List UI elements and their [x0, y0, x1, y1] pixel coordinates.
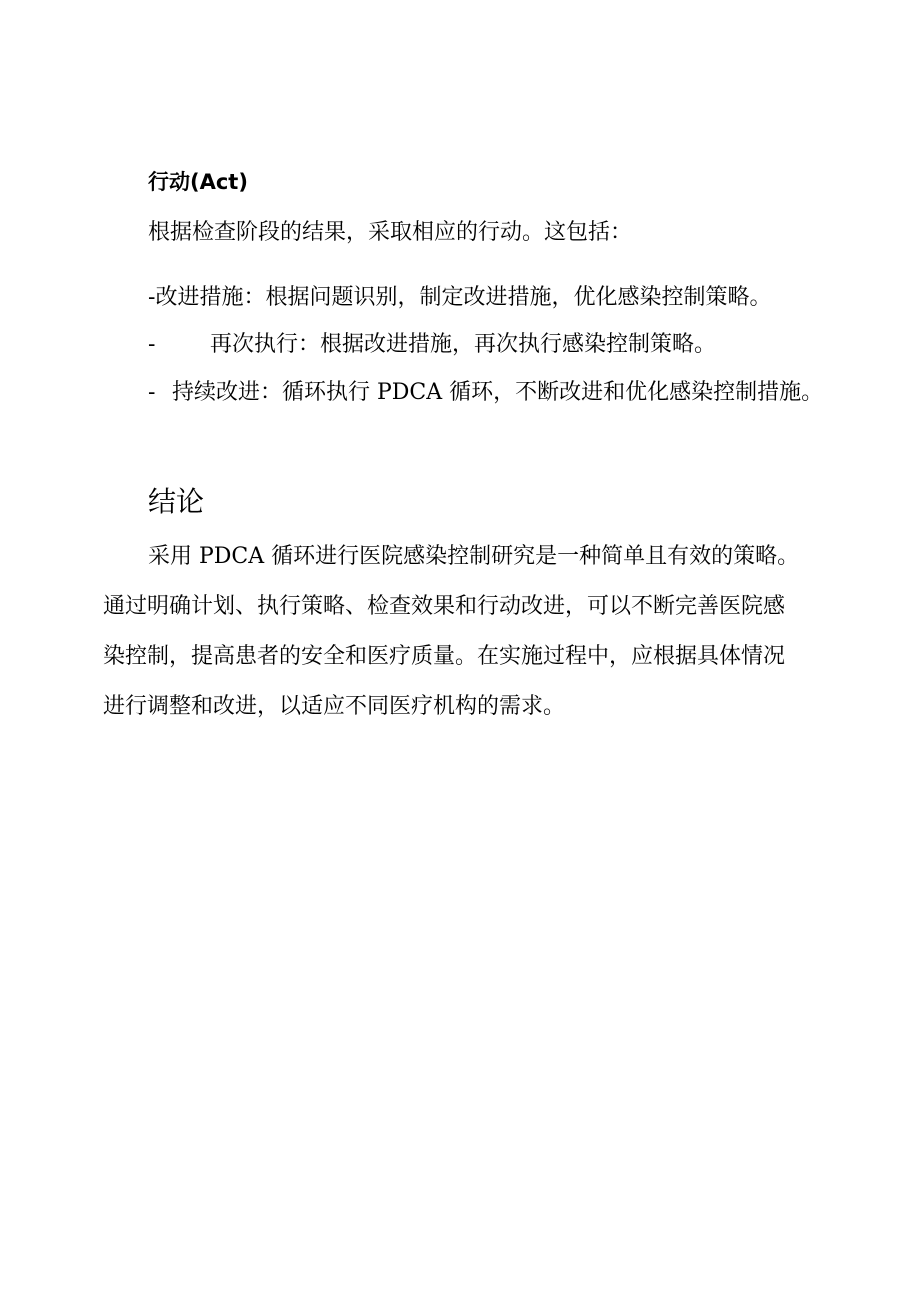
- bullet-text: 持续改进：循环执行 PDCA 循环，不断改进和优化感染控制措施。: [172, 380, 824, 405]
- bullet-item-re-execution: [148, 331, 716, 359]
- conclusion-paragraph-line: 通过明确计划、执行策略、检查效果和行动改进，可以不断完善医院感: [103, 594, 786, 619]
- bullet-item-continuous-improvement: [148, 379, 823, 407]
- bullet-text: 再次执行：根据改进措施，再次执行感染控制策略。: [210, 332, 717, 357]
- bullet-text: 改进措施：根据问题识别，制定改进措施，优化感染控制策略。: [155, 285, 772, 310]
- bullet-item-improvement-measures: [148, 284, 771, 312]
- act-section-heading: 行动(Act): [148, 170, 248, 194]
- bullet-dash: -: [148, 332, 156, 357]
- conclusion-heading: 结论: [148, 485, 205, 518]
- act-intro-text: 根据检查阶段的结果，采取相应的行动。这包括：: [148, 220, 633, 245]
- bullet-dash: -: [148, 285, 156, 310]
- conclusion-paragraph-line: 染控制，提高患者的安全和医疗质量。在实施过程中，应根据具体情况: [103, 644, 786, 669]
- conclusion-paragraph-line: 采用 PDCA 循环进行医院感染控制研究是一种简单且有效的策略。: [148, 544, 800, 569]
- conclusion-paragraph-line: 进行调整和改进，以适应不同医疗机构的需求。: [103, 694, 566, 719]
- bullet-dash: -: [148, 380, 156, 405]
